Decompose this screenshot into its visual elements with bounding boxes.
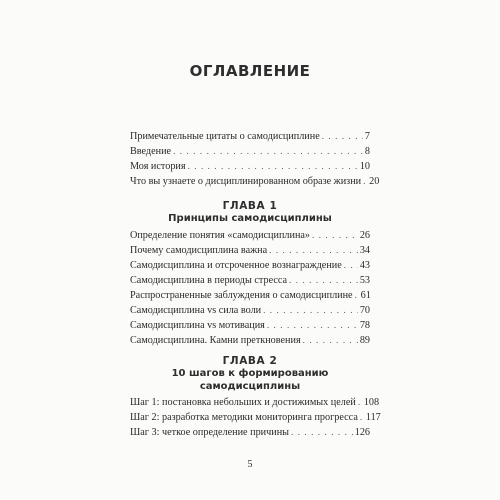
- toc-entry: [130, 174, 380, 189]
- toc-entry-label: Самодисциплина vs мотивация: [130, 320, 265, 331]
- toc-entry-label: Примечательные цитаты о самодисциплине: [130, 131, 320, 142]
- chapter-2-entries: [130, 395, 381, 440]
- chapter-title-line-1: 10 шагов к формированию: [171, 368, 329, 379]
- toc-entry-label: Что вы узнаете о дисциплинированном образе жизни: [130, 176, 362, 187]
- toc-entry: [130, 425, 370, 440]
- toc-entry-label: Самодисциплина и отсроченное вознаграждение: [130, 260, 342, 271]
- toc-entry-page: 117: [365, 412, 381, 423]
- toc-entry-label: Введение: [130, 146, 172, 157]
- toc-entry-label: Шаг 2: разработка методики мониторинга прогресса: [130, 412, 358, 423]
- toc-entry: [130, 318, 370, 333]
- toc-entry: [130, 159, 370, 174]
- toc-entry-label: Шаг 3: четкое определение причины: [130, 427, 289, 438]
- toc-leader-dots: [344, 258, 358, 273]
- toc-entry: [130, 303, 370, 318]
- toc-entry: [130, 258, 370, 273]
- toc-entry-page: 126: [354, 427, 370, 438]
- toc-entry-page: 61: [360, 290, 371, 301]
- toc-leader-dots: [303, 333, 358, 348]
- toc-entry: [130, 410, 381, 425]
- toc-leader-dots: [263, 303, 358, 318]
- toc-leader-dots: [312, 228, 358, 243]
- toc-entry-label: Самодисциплина в периоды стресса: [130, 275, 288, 286]
- toc-entry-label: Самодисциплина. Камни преткновения: [130, 335, 301, 346]
- toc-entry: [130, 273, 370, 288]
- toc-entry-page: 53: [359, 275, 370, 286]
- chapter-number: ГЛАВА 2: [222, 355, 278, 367]
- toc-entry-label: Шаг 1: постановка небольших и достижимых целей: [130, 397, 356, 408]
- toc-entry-page: 34: [359, 245, 370, 256]
- toc-leader-dots: [322, 129, 363, 144]
- toc-intro-list: [130, 129, 380, 189]
- toc-entry: [130, 129, 370, 144]
- toc-entry-page: 108: [363, 397, 380, 408]
- toc-leader-dots: [173, 144, 363, 159]
- toc-entry-page: 7: [364, 131, 370, 142]
- toc-title: ОГЛАВЛЕНИЕ: [189, 62, 311, 80]
- toc-entry-page: 43: [359, 260, 370, 271]
- toc-entry-page: 78: [359, 320, 370, 331]
- toc-entry-label: Самодисциплина vs сила воли: [130, 305, 262, 316]
- toc-entry: [130, 288, 370, 303]
- chapter-1-heading: [0, 200, 500, 226]
- toc-entry: [130, 228, 370, 243]
- toc-entry: [130, 395, 380, 410]
- toc-entry: [130, 243, 370, 258]
- toc-entry-label: Почему самодисциплина важна: [130, 245, 268, 256]
- toc-leader-dots: [188, 159, 358, 174]
- toc-entry: [130, 144, 370, 159]
- toc-entry-page: 70: [359, 305, 370, 316]
- toc-leader-dots: [267, 318, 358, 333]
- chapter-number: ГЛАВА 1: [222, 200, 278, 212]
- chapter-title-line-2: самодисциплины: [199, 380, 301, 392]
- toc-entry-page: 26: [359, 230, 370, 241]
- chapter-2-heading: [0, 355, 500, 393]
- toc-entry-page: 10: [359, 161, 370, 172]
- toc-leader-dots: [291, 425, 353, 440]
- toc-entry-label: Моя история: [130, 161, 186, 172]
- chapter-title: Принципы самодисциплины: [168, 213, 332, 224]
- toc-entry: [130, 333, 370, 348]
- chapter-1-entries: [130, 228, 370, 348]
- page-number: 5: [247, 459, 253, 470]
- toc-entry-page: 20: [369, 176, 380, 187]
- toc-entry-page: 89: [359, 335, 370, 346]
- toc-entry-label: Определение понятия «самодисциплина»: [130, 230, 311, 241]
- toc-entry-page: 8: [364, 146, 370, 157]
- toc-entry-label: Распространенные заблуждения о самодисциплине: [130, 290, 353, 301]
- toc-leader-dots: [269, 243, 358, 258]
- toc-leader-dots: [289, 273, 358, 288]
